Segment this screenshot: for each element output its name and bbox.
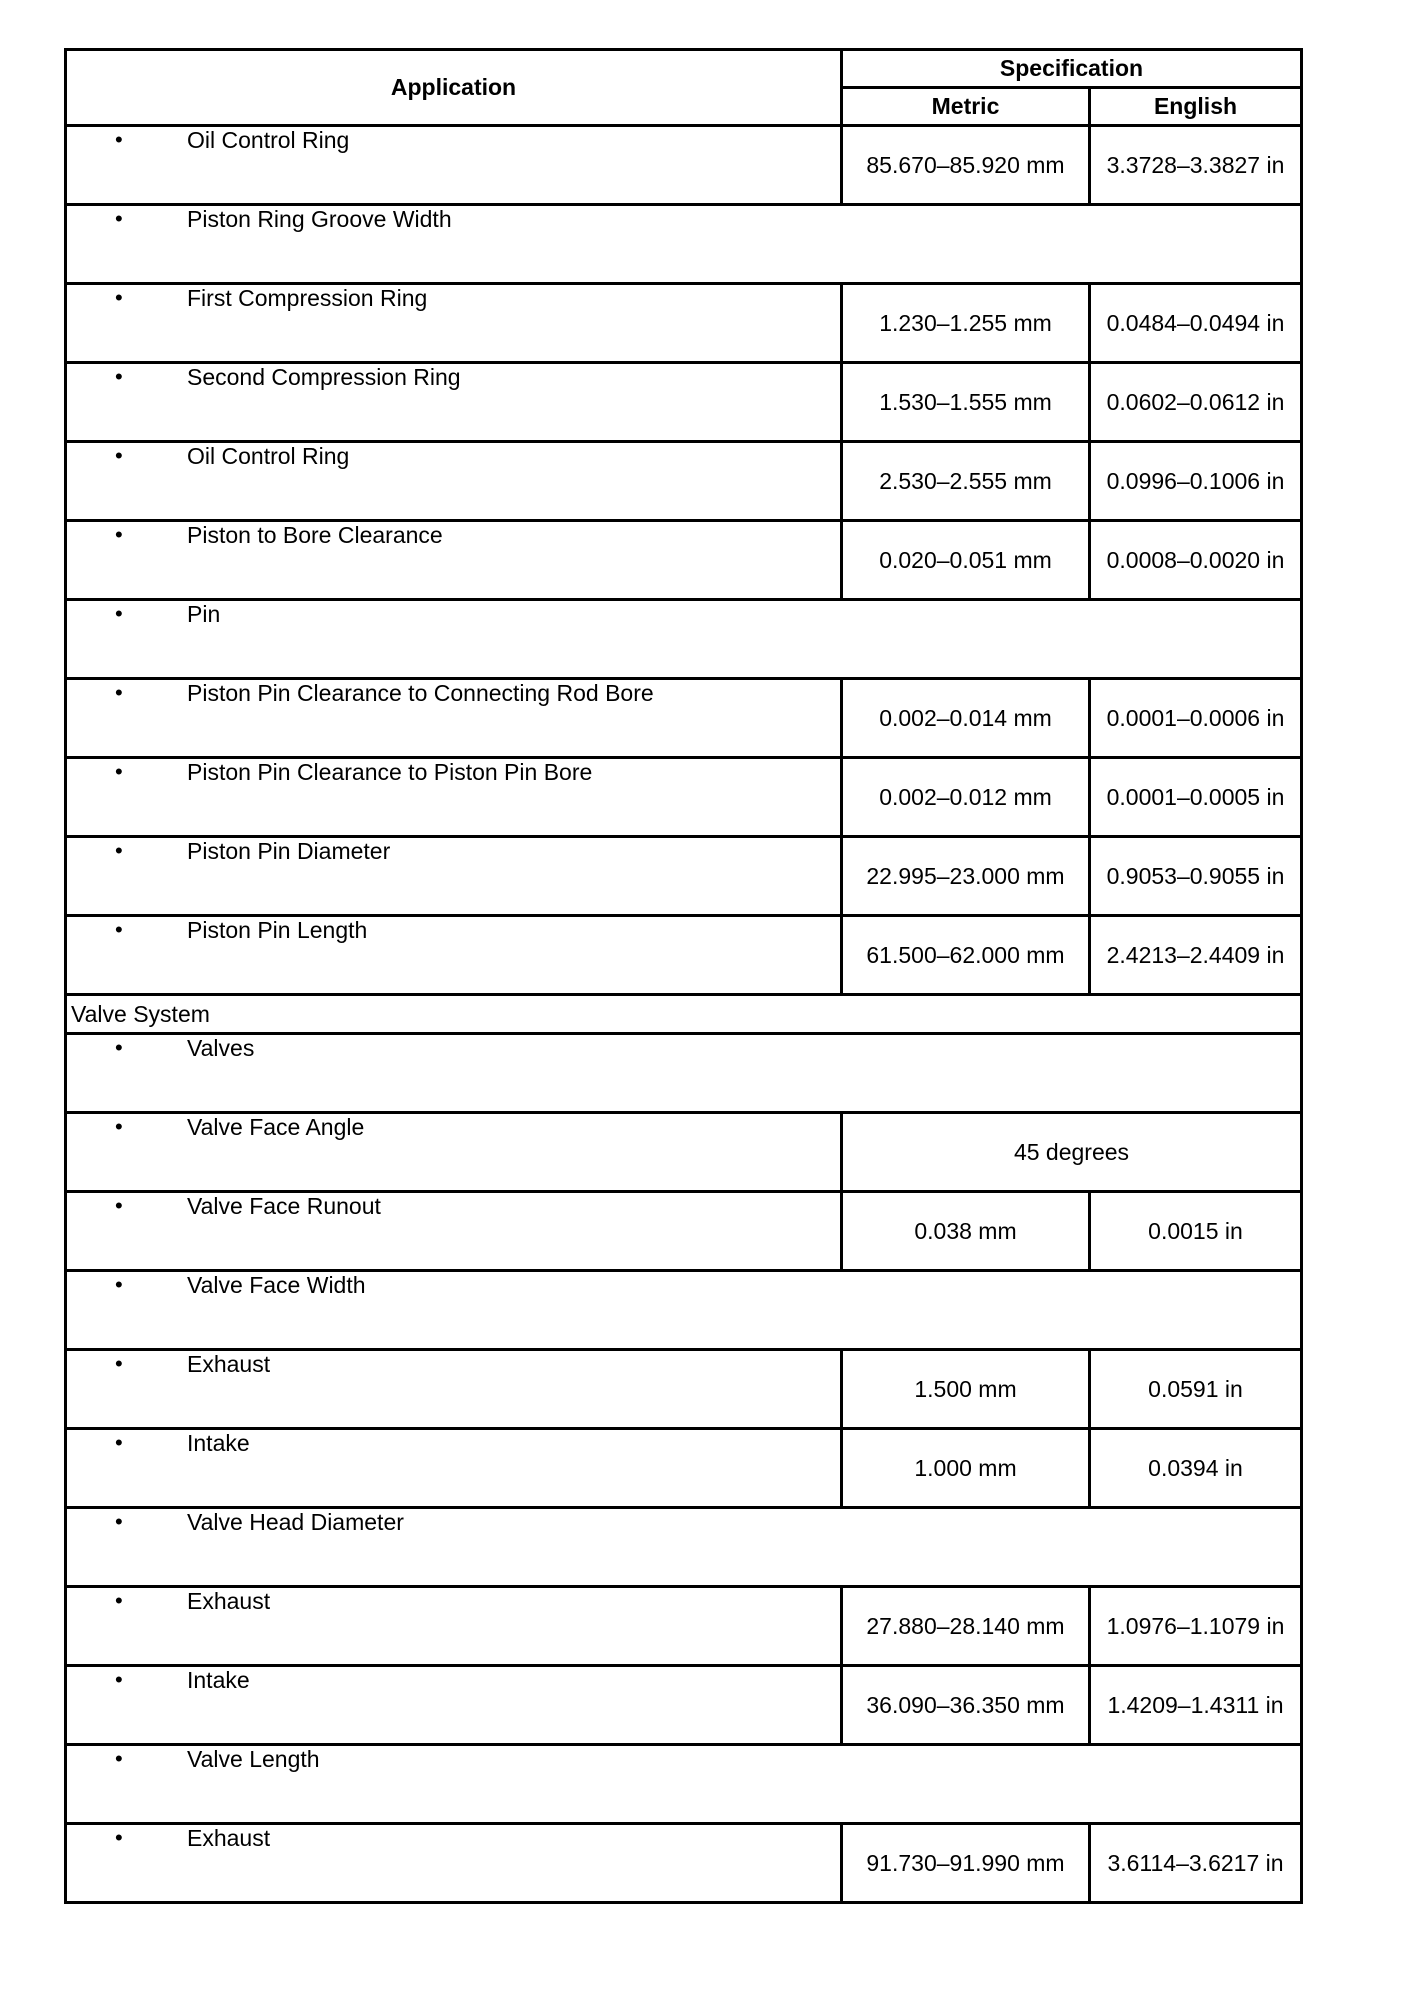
application-label: Piston Pin Length	[187, 917, 368, 943]
application-cell	[66, 837, 842, 916]
group-row	[66, 600, 1302, 679]
table-row	[66, 916, 1302, 995]
english-value: 0.0591 in	[1090, 1350, 1302, 1429]
metric-value: 0.038 mm	[842, 1192, 1090, 1271]
bullet-icon: •	[115, 917, 123, 942]
metric-header: Metric	[842, 88, 1090, 126]
application-cell	[66, 1508, 1302, 1587]
application-label: Exhaust	[187, 1825, 271, 1851]
application-cell	[66, 1271, 1302, 1350]
application-cell	[66, 600, 1302, 679]
bullet-icon: •	[115, 1746, 123, 1771]
section-label: Valve System	[66, 995, 1302, 1034]
application-cell	[66, 1429, 842, 1508]
bullet-icon: •	[115, 443, 123, 468]
group-row	[66, 1745, 1302, 1824]
bullet-icon: •	[115, 1114, 123, 1139]
metric-value: 0.002–0.012 mm	[842, 758, 1090, 837]
table-row	[66, 758, 1302, 837]
metric-value: 0.020–0.051 mm	[842, 521, 1090, 600]
application-cell	[66, 679, 842, 758]
application-cell	[66, 1350, 842, 1429]
application-header: Application	[66, 50, 842, 126]
english-value: 1.4209–1.4311 in	[1090, 1666, 1302, 1745]
application-label: Exhaust	[187, 1351, 271, 1377]
application-label: Piston Ring Groove Width	[187, 206, 452, 232]
application-cell	[66, 284, 842, 363]
application-label: Piston to Bore Clearance	[187, 522, 443, 548]
table-row	[66, 442, 1302, 521]
bullet-icon: •	[115, 206, 123, 231]
metric-value: 85.670–85.920 mm	[842, 126, 1090, 205]
table-row	[66, 126, 1302, 205]
application-label: Valve Face Runout	[187, 1193, 381, 1219]
table-body	[66, 126, 1302, 1903]
application-cell	[66, 758, 842, 837]
english-value: 3.6114–3.6217 in	[1090, 1824, 1302, 1903]
english-value: 0.0996–0.1006 in	[1090, 442, 1302, 521]
table-row	[66, 679, 1302, 758]
application-cell	[66, 442, 842, 521]
table-row	[66, 521, 1302, 600]
english-value: 0.0001–0.0006 in	[1090, 679, 1302, 758]
table-row	[66, 284, 1302, 363]
metric-value: 1.230–1.255 mm	[842, 284, 1090, 363]
application-label: Oil Control Ring	[187, 127, 350, 153]
application-cell	[66, 205, 1302, 284]
application-label: Valve Face Width	[187, 1272, 366, 1298]
metric-value: 36.090–36.350 mm	[842, 1666, 1090, 1745]
application-label: Piston Pin Diameter	[187, 838, 391, 864]
english-value: 0.0001–0.0005 in	[1090, 758, 1302, 837]
table-row	[66, 1429, 1302, 1508]
english-value: 0.0484–0.0494 in	[1090, 284, 1302, 363]
bullet-icon: •	[115, 1588, 123, 1613]
application-cell	[66, 1192, 842, 1271]
application-label: Oil Control Ring	[187, 443, 350, 469]
table-row	[66, 363, 1302, 442]
english-value: 3.3728–3.3827 in	[1090, 126, 1302, 205]
bullet-icon: •	[115, 364, 123, 389]
metric-value: 2.530–2.555 mm	[842, 442, 1090, 521]
bullet-icon: •	[115, 285, 123, 310]
application-label: Intake	[187, 1430, 250, 1456]
table-row	[66, 1824, 1302, 1903]
application-label: Exhaust	[187, 1588, 271, 1614]
application-label: Valve Head Diameter	[187, 1509, 404, 1535]
application-cell	[66, 1666, 842, 1745]
table-row	[66, 1113, 1302, 1192]
application-cell	[66, 1824, 842, 1903]
english-header: English	[1090, 88, 1302, 126]
specification-header: Specification	[842, 50, 1302, 88]
section-row	[66, 995, 1302, 1034]
application-cell	[66, 363, 842, 442]
application-cell	[66, 1034, 1302, 1113]
application-label: Piston Pin Clearance to Piston Pin Bore	[187, 759, 593, 785]
bullet-icon: •	[115, 1351, 123, 1376]
english-value: 2.4213–2.4409 in	[1090, 916, 1302, 995]
bullet-icon: •	[115, 1825, 123, 1850]
bullet-icon: •	[115, 838, 123, 863]
bullet-icon: •	[115, 601, 123, 626]
application-cell	[66, 1587, 842, 1666]
application-cell	[66, 521, 842, 600]
bullet-icon: •	[115, 1667, 123, 1692]
table-row	[66, 837, 1302, 916]
english-value: 0.0015 in	[1090, 1192, 1302, 1271]
bullet-icon: •	[115, 522, 123, 547]
group-row	[66, 1271, 1302, 1350]
application-label: Piston Pin Clearance to Connecting Rod Bore	[187, 680, 654, 706]
application-cell	[66, 126, 842, 205]
metric-value: 1.500 mm	[842, 1350, 1090, 1429]
group-row	[66, 1034, 1302, 1113]
english-value: 0.0008–0.0020 in	[1090, 521, 1302, 600]
application-cell	[66, 1745, 1302, 1824]
application-cell	[66, 916, 842, 995]
bullet-icon: •	[115, 1430, 123, 1455]
bullet-icon: •	[115, 759, 123, 784]
application-label: Valve Length	[187, 1746, 320, 1772]
metric-value: 91.730–91.990 mm	[842, 1824, 1090, 1903]
english-value: 0.0394 in	[1090, 1429, 1302, 1508]
application-label: Intake	[187, 1667, 250, 1693]
application-label: Valves	[187, 1035, 255, 1061]
table-row	[66, 1666, 1302, 1745]
bullet-icon: •	[115, 680, 123, 705]
specification-table	[64, 48, 1303, 1904]
bullet-icon: •	[115, 1509, 123, 1534]
group-row	[66, 1508, 1302, 1587]
group-row	[66, 205, 1302, 284]
metric-value: 22.995–23.000 mm	[842, 837, 1090, 916]
bullet-icon: •	[115, 127, 123, 152]
bullet-icon: •	[115, 1272, 123, 1297]
table-row	[66, 1587, 1302, 1666]
metric-value: 1.000 mm	[842, 1429, 1090, 1508]
metric-value: 1.530–1.555 mm	[842, 363, 1090, 442]
table-row	[66, 1192, 1302, 1271]
metric-value: 0.002–0.014 mm	[842, 679, 1090, 758]
bullet-icon: •	[115, 1035, 123, 1060]
english-value: 0.9053–0.9055 in	[1090, 837, 1302, 916]
application-label: Pin	[187, 601, 221, 627]
metric-value: 27.880–28.140 mm	[842, 1587, 1090, 1666]
metric-value: 61.500–62.000 mm	[842, 916, 1090, 995]
table-header-row	[66, 50, 1302, 88]
specification-value: 45 degrees	[842, 1113, 1302, 1192]
english-value: 1.0976–1.1079 in	[1090, 1587, 1302, 1666]
application-label: First Compression Ring	[187, 285, 428, 311]
english-value: 0.0602–0.0612 in	[1090, 363, 1302, 442]
application-label: Valve Face Angle	[187, 1114, 365, 1140]
application-label: Second Compression Ring	[187, 364, 461, 390]
bullet-icon: •	[115, 1193, 123, 1218]
application-cell	[66, 1113, 842, 1192]
table-row	[66, 1350, 1302, 1429]
